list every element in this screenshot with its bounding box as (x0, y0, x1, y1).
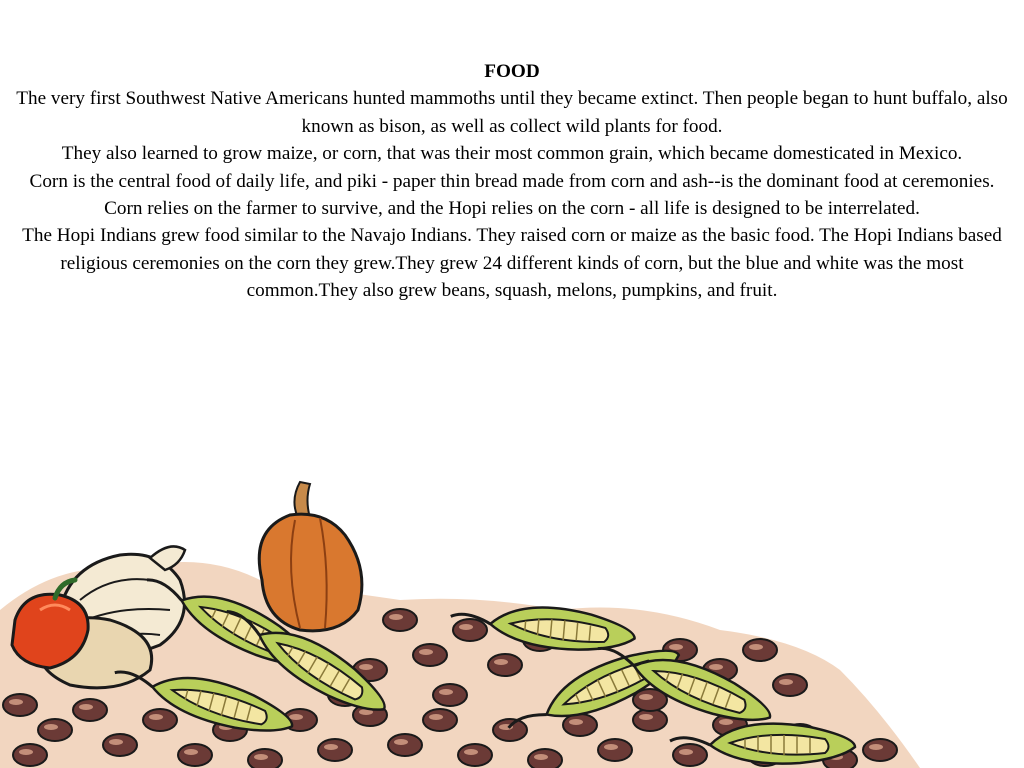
slide-title: FOOD (484, 61, 540, 82)
slide-text-block (12, 58, 1012, 305)
squash-icon (259, 482, 362, 631)
harvest-clipart-icon (0, 470, 1024, 768)
paragraph-hopi-crops: The Hopi Indians grew food similar to the Navajo Indians. They raised corn or maize as the basic food. The Hopi Indians based religious ceremonies on the corn they grew.They grew 24 different kinds of corn, but the blue and white was the most common.They also grew beans, squash, melons, pumpkins, and fruit. (22, 225, 1002, 302)
paragraph-corn-ceremonies: Corn is the central food of daily life, and piki - paper thin bread made from corn and ash--is the dominant food at ceremonies. Corn relies on the farmer to survive, and the Hopi relies on the corn - all life is designed to be interrelated. (29, 170, 995, 220)
paragraph-maize: They also learned to grow maize, or corn, that was their most common grain, which became domesticated in Mexico. (61, 143, 963, 165)
paragraph-mammoths: The very first Southwest Native Americans hunted mammoths until they became extinct. Then people began to hunt buffalo, also known as bison, as well as collect wild plants for food. (16, 88, 1008, 137)
